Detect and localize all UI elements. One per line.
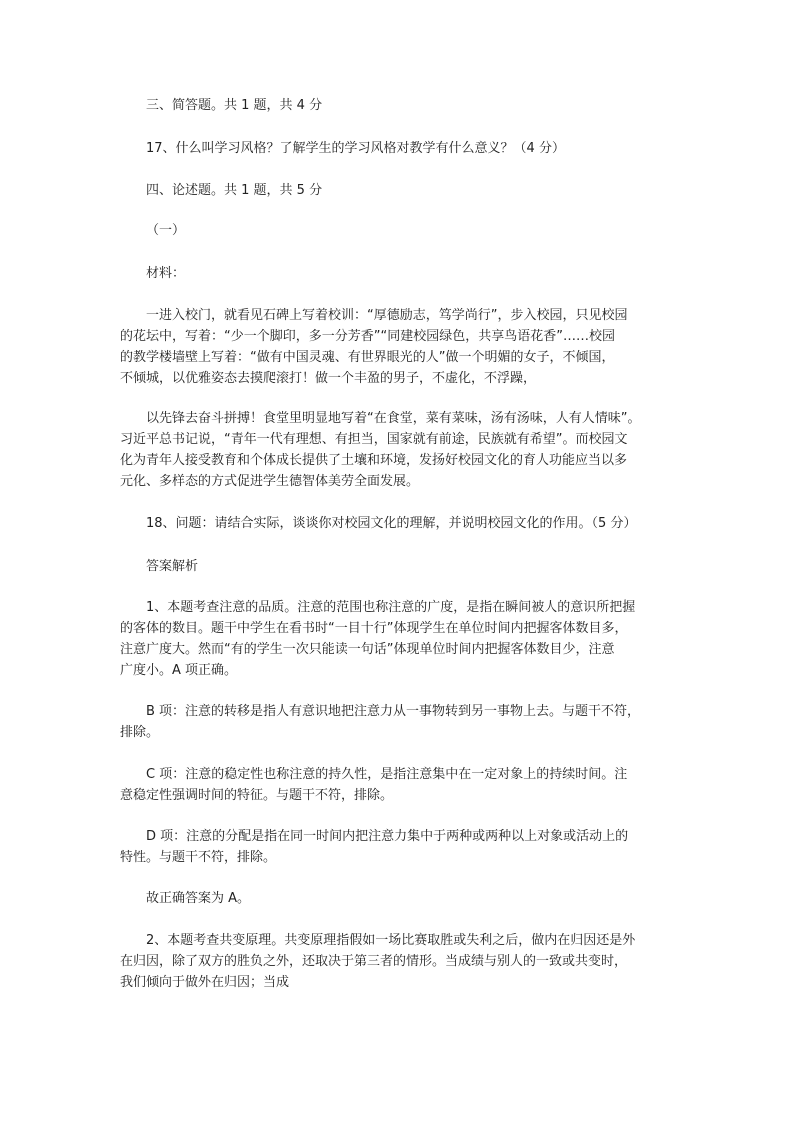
material-paragraph-1: 一进入校门，就看见石碑上写着校训：“厚德励志，笃学尚行”，步入校园，只见校园 的花坛中，写着：“少一个脚印，多一分芳香”“同建校园绿色，共享鸟语花香”……校园 的教学楼墙壁上写着：“做有中国灵魂、有世界眼光的人”做一个明媚的女子，不倾国， 不倾城，以优雅姿态去摸爬滚打！做一个丰盈的男子，不虚化，不浮躁， [120, 308, 628, 386]
answer-2: 2、本题考查共变原理。共变原理指假如一场比赛取胜或失利之后，做内在归因还是外 在归因，除了双方的胜负之外，还取决于第三者的情形。当成绩与别人的一致或共变时， 我们倾向于做外在归因；当成 [120, 933, 636, 990]
answer-1: 1、本题考查注意的品质。注意的范围也称注意的广度，是指在瞬间被人的意识所把握 的客体的数目。题干中学生在看书时“一目十行”体现学生在单位时间内把握客体数目多， 注意广度大。然而“有的学生一次只能读一句话”体现单位时间内把握客体数目少，注意 广度小。A 项正确。 [120, 600, 636, 678]
answer-option-d: D 项：注意的分配是指在同一时间内把注意力集中于两种或两种以上对象或活动上的 特性。与题干不符，排除。 [120, 829, 629, 865]
question-17: 17、什么叫学习风格？了解学生的学习风格对教学有什么意义？（4 分） [146, 141, 565, 156]
answer-conclusion: 故正确答案为 A。 [146, 891, 251, 906]
material-paragraph-2: 以先锋去奋斗拼搏！食堂里明显地写着“在食堂，菜有菜味，汤有汤味，人有人情味”。 习近平总书记说，“青年一代有理想、有担当，国家就有前途，民族就有希望”。而校园文 化为青年人接受教育和个体成长提供了土壤和环境，发扬好校园文化的育人功能应当以多 元化、多样态的方式促进学生德智体美劳全面发展。 [120, 411, 641, 489]
answer-option-b: B 项：注意的转移是指人有意识地把注意力从一事物转到另一事物上去。与题干不符， 排除。 [120, 704, 641, 740]
material-label: 材料： [146, 266, 186, 281]
question-18: 18、问题：请结合实际，谈谈你对校园文化的理解，并说明校园文化的作用。（5 分） [146, 516, 637, 531]
section-three-heading: 三、简答题。共 1 题，共 4 分 [146, 98, 323, 113]
answer-heading: 答案解析 [146, 559, 199, 574]
section-four-heading: 四、论述题。共 1 题，共 5 分 [146, 183, 323, 198]
answer-option-c: C 项：注意的稳定性也称注意的持久性，是指注意集中在一定对象上的持续时间。注 意稳定性强调时间的特征。与题干不符，排除。 [120, 767, 628, 803]
part-one-label: （一） [146, 223, 186, 238]
